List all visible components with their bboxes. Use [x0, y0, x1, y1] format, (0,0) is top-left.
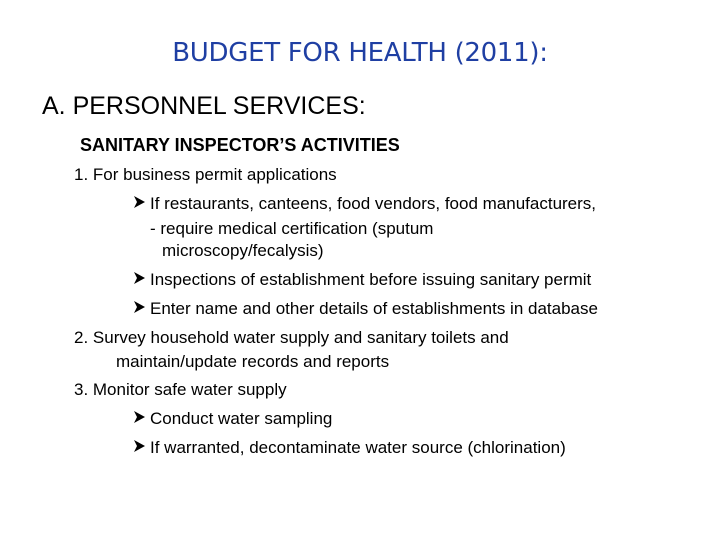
- section-heading: A. PERSONNEL SERVICES:: [42, 92, 366, 120]
- bullet-text: Inspections of establishment before issuing sanitary permit: [150, 270, 592, 289]
- bullet-item: [133, 270, 591, 290]
- arrow-bullet-icon: [133, 271, 147, 285]
- bullet-text: Conduct water sampling: [150, 409, 333, 428]
- bullet-continuation: - require medical certification (sputum: [150, 219, 434, 238]
- bullet-text: If warranted, decontaminate water source (chlorination): [150, 438, 566, 457]
- bullet-item: [133, 299, 598, 319]
- bullet-item: [133, 438, 566, 458]
- arrow-bullet-icon: [133, 300, 147, 314]
- slide-title: BUDGET FOR HEALTH (2011):: [172, 38, 548, 68]
- bullet-text: Enter name and other details of establishments in database: [150, 299, 598, 318]
- list-item-2: 2. Survey household water supply and sanitary toilets and: [74, 328, 509, 347]
- list-item-3: 3. Monitor safe water supply: [74, 380, 287, 399]
- subheading: SANITARY INSPECTOR’S ACTIVITIES: [80, 135, 400, 155]
- arrow-bullet-icon: [133, 439, 147, 453]
- list-item-2-continuation: maintain/update records and reports: [116, 352, 390, 371]
- bullet-continuation: microscopy/fecalysis): [162, 241, 324, 260]
- bullet-item: [133, 194, 596, 214]
- arrow-bullet-icon: [133, 410, 147, 424]
- bullet-item: [133, 409, 332, 429]
- arrow-bullet-icon: [133, 195, 147, 209]
- list-item-1: 1. For business permit applications: [74, 165, 337, 184]
- bullet-text: If restaurants, canteens, food vendors, food manufacturers,: [150, 194, 597, 213]
